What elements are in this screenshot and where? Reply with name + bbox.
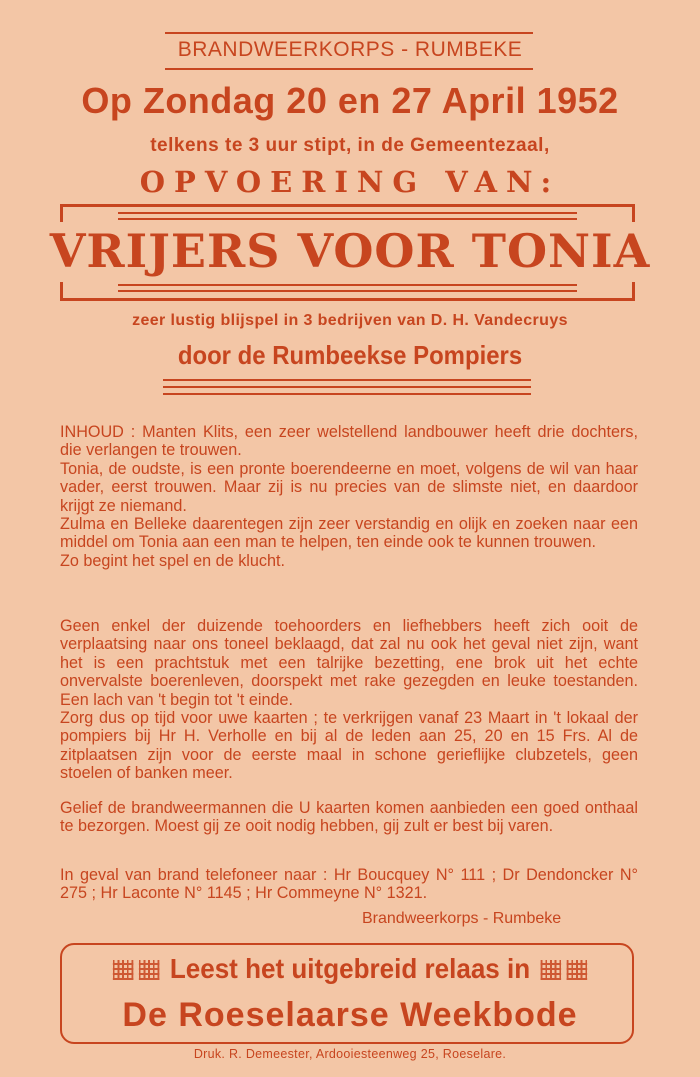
organizer-heading: BRANDWEERKORPS - RUMBEKE (177, 38, 523, 61)
promotion-text (60, 617, 638, 783)
opvoering-label: OPVOERING VAN: (139, 165, 561, 199)
troupe-rule (163, 393, 531, 395)
frame-inner-line (118, 218, 577, 220)
time-and-venue: telkens te 3 uur stipt, in de Gemeentezaal, (150, 135, 550, 156)
synopsis-paragraph: Zo begint het spel en de klucht. (60, 551, 285, 570)
fire-contacts (60, 866, 638, 903)
performers: door de Rumbeekse Pompiers (177, 340, 523, 370)
top-rule (165, 32, 533, 34)
printer-credit: Druk. R. Demeester, Ardooiesteenweg 25, Roeselare. (193, 1047, 507, 1061)
welcome-paragraph: Gelief de brandweermannen die U kaarten komen aanbieden een goed onthaal te bezorgen. Moest gij ze ooit nodig hebben, gij zult er best bij varen. (60, 799, 638, 836)
banner-line-2: De Roeselaarse Weekbode (122, 996, 578, 1034)
synopsis-paragraph: Tonia, de oudste, is een pronte boerendeerne en moet, volgens de wil van haar vader, eerst trouwen. Maar zij is nu precies van de slimste niet, en daardoor krijgt ze niemand. (60, 459, 638, 515)
frame-tick (632, 282, 635, 300)
synopsis-paragraph: INHOUD : Manten Klits, een zeer welstellend landbouwer heeft drie dochters, die verlangen te trouwen. (60, 423, 638, 460)
signoff: Brandweerkorps - Rumbeke (362, 910, 562, 927)
frame-tick (60, 282, 63, 300)
frame-tick (632, 204, 635, 222)
hatch-ornament-icon (139, 960, 159, 980)
frame-tick (60, 204, 63, 222)
frame-inner-line (118, 284, 577, 286)
troupe-rule (163, 379, 531, 381)
troupe-rule (163, 386, 531, 388)
play-title: VRIJERS VOOR TONIA (49, 224, 651, 278)
hatch-ornament-icon (566, 960, 586, 980)
hatch-ornament-icon (113, 960, 133, 980)
performance-dates: Op Zondag 20 en 27 April 1952 (81, 80, 619, 121)
play-description: zeer lustig blijspel in 3 bedrijven van D. H. Vandecruys (132, 312, 568, 329)
frame-bottom-bar (60, 298, 635, 301)
frame-top-bar (60, 204, 635, 207)
hatch-ornament-icon (540, 960, 560, 980)
banner-text-1: Leest het uitgebreid relaas in (169, 953, 531, 984)
promo-paragraph: Geen enkel der duizende toehoorders en liefhebbers heeft zich ooit de verplaatsing naar ons toneel beklaagd, dat zal nu ook het geval niet zijn, want het is een prachtstuk met een talrijke bezetting, ene brok uit het echte onvervalste boerenleven, doorspekt met rake gezegden en leuke toestanden. Een lach van 't begin tot 't einde. (60, 617, 638, 709)
frame-inner-line (118, 290, 577, 292)
heading-underline (165, 68, 533, 70)
promo-paragraph: Zorg dus op tijd voor uwe kaarten ; te verkrijgen vanaf 23 Maart in 't lokaal der pompiers bij Hr H. Verholle en bij al de leden aan 25, 20 en 15 Frs. Al de zitplaatsen zijn voor de eerste maal in schone gerieflijke clubzetels, geen stoelen of banken meer. (60, 709, 638, 783)
synopsis (60, 423, 638, 570)
welcome-text (60, 799, 638, 836)
synopsis-paragraph: Zulma en Belleke daarentegen zijn zeer verstandig en olijk en zoeken naar een middel om Tonia aan een man te helpen, ten einde ook te kunnen trouwen. (60, 515, 638, 552)
frame-inner-line (118, 212, 577, 214)
fire-contacts-paragraph: In geval van brand telefoneer naar : Hr Boucquey N° 111 ; Dr Dendoncker N° 275 ; Hr Laconte N° 1145 ; Hr Commeyne N° 1321. (60, 866, 638, 903)
banner-line-1 (25, 953, 676, 985)
